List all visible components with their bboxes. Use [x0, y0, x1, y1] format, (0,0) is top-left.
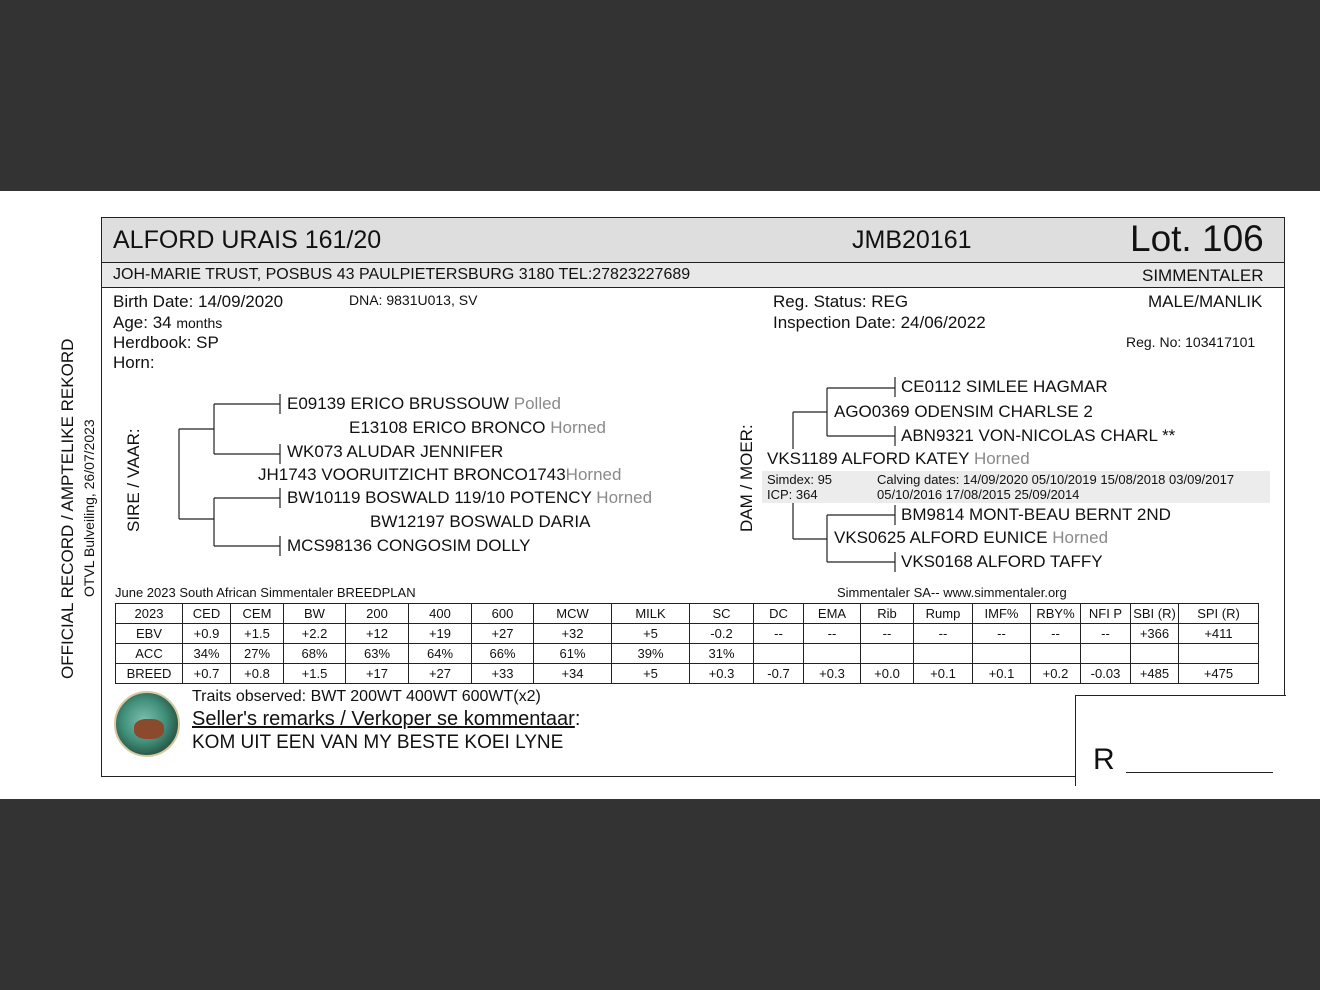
table-cell: [754, 644, 804, 664]
table-cell: 2023: [116, 604, 183, 624]
table-cell: --: [804, 624, 861, 644]
calving-dates-1: Calving dates: 14/09/2020 05/10/2019 15/08/2018 03/09/2017: [877, 472, 1235, 487]
table-row: [116, 664, 1259, 684]
table-cell: IMF%: [973, 604, 1031, 624]
pedigree-name: MCS98136 CONGOSIM DOLLY: [287, 536, 531, 555]
table-row: [116, 624, 1259, 644]
table-cell: +0.3: [690, 664, 754, 684]
table-cell: 64%: [409, 644, 472, 664]
dna: DNA: 9831U013, SV: [349, 292, 478, 308]
dam-sire: [834, 402, 1093, 422]
table-cell: +366: [1131, 624, 1179, 644]
table-cell: 200: [346, 604, 409, 624]
table-cell: ACC: [116, 644, 183, 664]
table-cell: [914, 644, 973, 664]
pedigree-name: WK073 ALUDAR JENNIFER: [287, 442, 504, 461]
table-cell: --: [1031, 624, 1081, 644]
pedigree-name: JH1743 VOORUITZICHT BRONCO1743: [258, 465, 566, 484]
table-cell: --: [861, 624, 914, 644]
age-unit: months: [176, 315, 223, 331]
table-cell: -0.2: [690, 624, 754, 644]
lot-number: Lot. 106: [1130, 218, 1264, 259]
r-label: R: [1093, 743, 1115, 776]
horn-status: Horned: [565, 465, 622, 484]
official-record-label: OFFICIAL RECORD / AMPTELIKE REKORD: [58, 338, 77, 679]
sire: [258, 465, 621, 485]
table-cell: +12: [346, 624, 409, 644]
herdbook: Herdbook: SP: [113, 333, 219, 352]
animal-code: JMB20161: [852, 226, 972, 254]
sire-sire: [349, 418, 606, 438]
table-header-row: [116, 604, 1259, 624]
price-line[interactable]: [1126, 772, 1273, 773]
pedigree-name: E13108 ERICO BRONCO: [349, 418, 546, 437]
table-cell: --: [914, 624, 973, 644]
sire-dam-sire: [287, 488, 652, 508]
breed: SIMMENTALER: [1142, 266, 1264, 285]
table-cell: DC: [754, 604, 804, 624]
pedigree-name: ABN9321 VON-NICOLAS CHARL **: [901, 426, 1176, 445]
remarks-colon: :: [574, 708, 581, 730]
table-cell: +0.0: [861, 664, 914, 684]
table-cell: +34: [534, 664, 612, 684]
pedigree-name: VKS1189 ALFORD KATEY: [767, 449, 970, 468]
dam-dam-sire: [901, 505, 1171, 525]
sire-dam: [370, 512, 590, 532]
sire-label: SIRE / VAAR:: [124, 428, 143, 532]
table-cell: +0.9: [183, 624, 231, 644]
table-cell: +32: [534, 624, 612, 644]
table-cell: NFI P: [1081, 604, 1131, 624]
sire-sire-dam: [287, 442, 503, 462]
table-cell: MCW: [534, 604, 612, 624]
table-cell: +19: [409, 624, 472, 644]
record-card: [0, 191, 1320, 799]
table-cell: +17: [346, 664, 409, 684]
sex: MALE/MANLIK: [1148, 292, 1263, 311]
table-cell: 66%: [472, 644, 534, 664]
sire-sire-sire: [287, 394, 561, 414]
cow-icon: [134, 719, 164, 739]
animal-name: ALFORD URAIS 161/20: [113, 226, 382, 254]
dam-sire-sire: [901, 377, 1108, 397]
ebv-table: [115, 603, 1259, 684]
sale-label: OTVL Bulveiling, 26/07/2023: [81, 419, 97, 597]
remarks-label: Seller's remarks / Verkoper se kommentaar: [192, 708, 575, 730]
table-cell: CED: [183, 604, 231, 624]
table-cell: 61%: [534, 644, 612, 664]
table-cell: 68%: [284, 644, 346, 664]
table-cell: BREED: [116, 664, 183, 684]
table-cell: [973, 644, 1031, 664]
table-cell: [1131, 644, 1179, 664]
table-cell: RBY%: [1031, 604, 1081, 624]
table-cell: -0.03: [1081, 664, 1131, 684]
reg-no: Reg. No: 103417101: [1126, 334, 1256, 350]
pedigree-name: CE0112 SIMLEE HAGMAR: [901, 377, 1108, 396]
dam: [767, 449, 1030, 469]
remarks-text: KOM UIT EEN VAN MY BESTE KOEI LYNE: [192, 732, 564, 753]
birth-date: Birth Date: 14/09/2020: [113, 292, 284, 311]
table-cell: BW: [284, 604, 346, 624]
table-cell: SC: [690, 604, 754, 624]
table-cell: +2.2: [284, 624, 346, 644]
table-cell: EMA: [804, 604, 861, 624]
table-cell: -0.7: [754, 664, 804, 684]
table-cell: [1081, 644, 1131, 664]
horn-status: Horned: [1052, 528, 1109, 547]
table-cell: +475: [1179, 664, 1259, 684]
remarks-heading: [192, 708, 580, 731]
table-cell: --: [973, 624, 1031, 644]
pedigree-name: AGO0369 ODENSIM CHARLSE 2: [834, 402, 1093, 421]
table-cell: +1.5: [284, 664, 346, 684]
ebv-table-body: [116, 604, 1259, 684]
table-cell: SBI (R): [1131, 604, 1179, 624]
dam-dam: [834, 528, 1108, 548]
table-cell: MILK: [612, 604, 690, 624]
dam-sire-dam: [901, 426, 1175, 446]
table-cell: [861, 644, 914, 664]
table-cell: [804, 644, 861, 664]
table-cell: +0.2: [1031, 664, 1081, 684]
table-cell: +27: [472, 624, 534, 644]
society-logo: [114, 691, 180, 757]
table-cell: +0.1: [914, 664, 973, 684]
table-cell: 39%: [612, 644, 690, 664]
table-cell: +485: [1131, 664, 1179, 684]
horn-status: Polled: [513, 394, 562, 413]
table-cell: 31%: [690, 644, 754, 664]
icp: ICP: 364: [767, 487, 818, 502]
table-cell: +33: [472, 664, 534, 684]
table-cell: 600: [472, 604, 534, 624]
table-cell: +5: [612, 624, 690, 644]
table-cell: SPI (R): [1179, 604, 1259, 624]
table-cell: +27: [409, 664, 472, 684]
price-box: [1075, 695, 1286, 786]
table-cell: EBV: [116, 624, 183, 644]
table-cell: +0.7: [183, 664, 231, 684]
table-cell: [1031, 644, 1081, 664]
table-cell: Rump: [914, 604, 973, 624]
pedigree-name: BM9814 MONT-BEAU BERNT 2ND: [901, 505, 1171, 524]
table-cell: CEM: [231, 604, 284, 624]
pedigree-name: VKS0625 ALFORD EUNICE: [834, 528, 1048, 547]
dam-dam-dam: [901, 552, 1103, 572]
table-cell: [1179, 644, 1259, 664]
traits-observed: Traits observed: BWT 200WT 400WT 600WT(x2): [192, 688, 541, 705]
table-cell: 34%: [183, 644, 231, 664]
inspection-date: Inspection Date: 24/06/2022: [773, 313, 986, 332]
table-cell: 400: [409, 604, 472, 624]
table-cell: +1.5: [231, 624, 284, 644]
society-caption: Simmentaler SA-- www.simmentaler.org: [837, 585, 1067, 600]
horn-status: Horned: [973, 449, 1030, 468]
age-value: Age: 34: [113, 313, 172, 332]
table-cell: +0.8: [231, 664, 284, 684]
table-row: [116, 644, 1259, 664]
owner-line: JOH-MARIE TRUST, POSBUS 43 PAULPIETERSBURG 3180 TEL:27823227689: [113, 266, 691, 283]
dam-label: DAM / MOER:: [737, 424, 756, 532]
table-cell: +0.3: [804, 664, 861, 684]
table-cell: 63%: [346, 644, 409, 664]
table-cell: +411: [1179, 624, 1259, 644]
horn-status: Horned: [596, 488, 653, 507]
horn: Horn:: [113, 353, 155, 372]
pedigree-name: VKS0168 ALFORD TAFFY: [901, 552, 1103, 571]
sire-dam-dam: [287, 536, 530, 556]
pedigree-name: BW12197 BOSWALD DARIA: [370, 512, 591, 531]
reg-status: Reg. Status: REG: [773, 292, 909, 311]
table-cell: 27%: [231, 644, 284, 664]
pedigree-name: E09139 ERICO BRUSSOUW: [287, 394, 510, 413]
calving-dates-2: 05/10/2016 17/08/2015 25/09/2014: [877, 487, 1080, 502]
horn-status: Horned: [550, 418, 607, 437]
table-cell: --: [754, 624, 804, 644]
pedigree-name: BW10119 BOSWALD 119/10 POTENCY: [287, 488, 592, 507]
breedplan-caption: June 2023 South African Simmentaler BREEDPLAN: [115, 585, 416, 600]
table-cell: Rib: [861, 604, 914, 624]
table-cell: --: [1081, 624, 1131, 644]
simdex: Simdex: 95: [767, 472, 833, 487]
table-cell: +5: [612, 664, 690, 684]
dam-calving-info: [762, 471, 1270, 503]
table-cell: +0.1: [973, 664, 1031, 684]
